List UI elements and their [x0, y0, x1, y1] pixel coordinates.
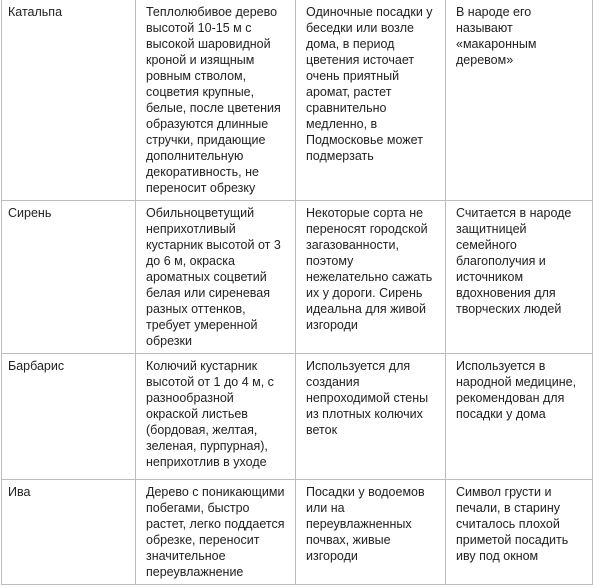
plant-name-cell: Сирень	[2, 201, 136, 354]
plant-notes-cell: Используется в народной медицине, рекомендован для посадки у дома	[446, 354, 593, 480]
plant-name-cell: Ива	[2, 480, 136, 585]
plant-notes-cell: В народе его называют «макаронным деревом»	[446, 0, 593, 201]
table-row	[2, 354, 593, 480]
plant-description-cell: Теплолюбивое дерево высотой 10-15 м с высокой шаровидной кроной и изящным ровным стволом, соцветия крупные, белые, после цветения образуются длинные стручки, придающие дополнительную декоративность, не переносит обрезку	[136, 0, 296, 201]
plant-planting-cell: Одиночные посадки у беседки или возле дома, в период цветения источает очень приятный аромат, растет сравнительно медленно, в Подмосковье может подмерзать	[296, 0, 446, 201]
plant-notes-cell: Считается в народе защитницей семейного благополучия и источником вдохновения для творческих людей	[446, 201, 593, 354]
table-row	[2, 0, 593, 201]
plants-table	[1, 0, 593, 585]
plant-planting-cell: Посадки у водоемов или на переувлажненных почвах, живые изгороди	[296, 480, 446, 585]
plant-notes-cell: Символ грусти и печали, в старину считалось плохой приметой посадить иву под окном	[446, 480, 593, 585]
plant-planting-cell: Используется для создания непроходимой стены из плотных колючих веток	[296, 354, 446, 480]
table-row	[2, 480, 593, 585]
plant-planting-cell: Некоторые сорта не переносят городской загазованности, поэтому нежелательно сажать их у дороги. Сирень идеальна для живой изгороди	[296, 201, 446, 354]
plant-description-cell: Колючий кустарник высотой от 1 до 4 м, с разнообразной окраской листьев (бордовая, желтая, зеленая, пурпурная), неприхотлив в уходе	[136, 354, 296, 480]
plant-name-cell: Катальпа	[2, 0, 136, 201]
plant-description-cell: Дерево с поникающими побегами, быстро растет, легко поддается обрезке, переносит значительное переувлажнение	[136, 480, 296, 585]
table-row	[2, 201, 593, 354]
plant-name-cell: Барбарис	[2, 354, 136, 480]
plant-description-cell: Обильноцветущий неприхотливый кустарник высотой от 3 до 6 м, окраска ароматных соцветий белая или сиреневая разных оттенков, требует умеренной обрезки	[136, 201, 296, 354]
